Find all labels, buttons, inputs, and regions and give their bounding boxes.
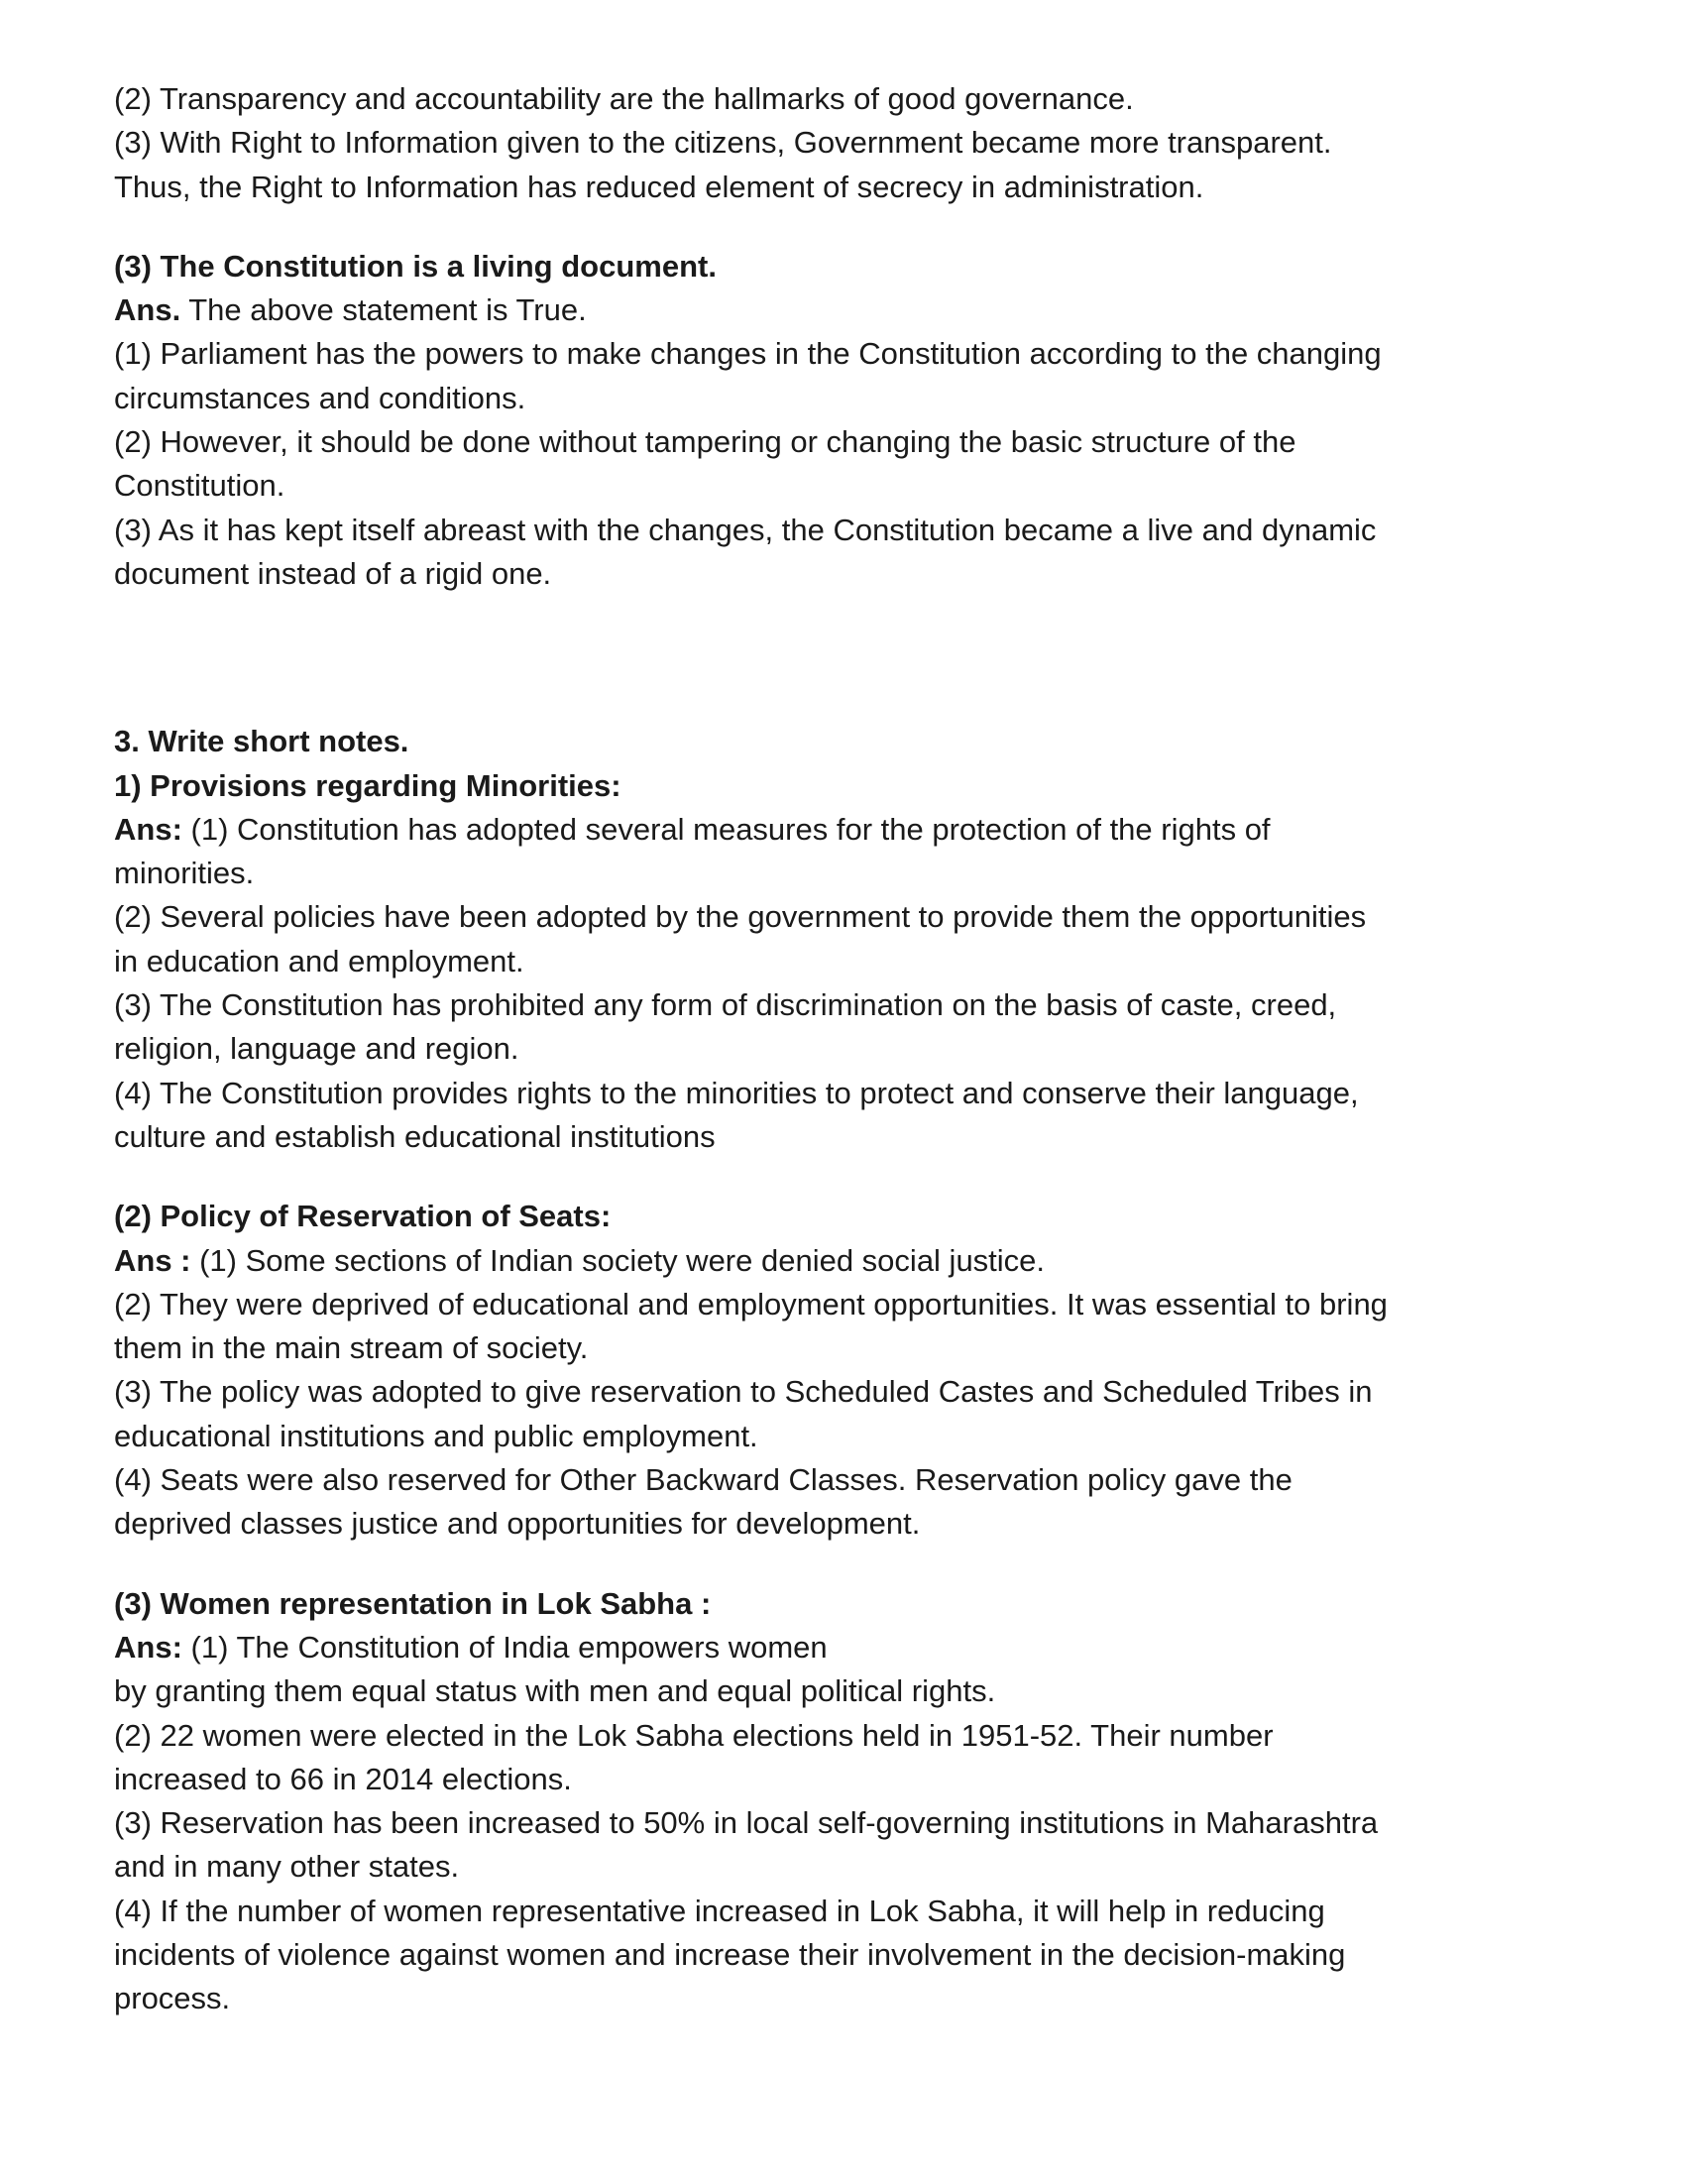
note3-line: (3) Reservation has been increased to 50% in local self-governing institutions in Maharashtra	[114, 1805, 1379, 1841]
living-document-line: (2) However, it should be done without tampering or changing the basic structure of the	[114, 424, 1296, 460]
intro-line: (2) Transparency and accountability are the hallmarks of good governance.	[114, 81, 1134, 116]
intro-line: (3) With Right to Information given to the citizens, Government became more transparent.	[114, 125, 1332, 161]
ans-label: Ans:	[114, 1629, 182, 1665]
ans-text: (1) The Constitution of India empowers women	[181, 1629, 828, 1665]
note3-line: process.	[114, 1981, 231, 2016]
intro-line: Thus, the Right to Information has reduced element of secrecy in administration.	[114, 169, 1204, 204]
short-notes-block	[114, 720, 1601, 1159]
ans-label: Ans :	[114, 1242, 191, 1278]
note1-line: culture and establish educational institutions	[114, 1118, 716, 1154]
ans-label: Ans:	[114, 811, 182, 847]
note1-line: minorities.	[114, 856, 255, 891]
note2-line: them in the main stream of society.	[114, 1330, 589, 1366]
ans-text: (1) Constitution has adopted several measures for the protection of the rights of	[181, 811, 1271, 847]
note2-line: (2) They were deprived of educational and employment opportunities. It was essential to bring	[114, 1286, 1388, 1322]
note2-line: deprived classes justice and opportunities for development.	[114, 1506, 921, 1542]
note2-heading: (2) Policy of Reservation of Seats:	[114, 1199, 612, 1234]
note3-line: and in many other states.	[114, 1849, 460, 1885]
note3-line: increased to 66 in 2014 elections.	[114, 1761, 572, 1796]
note2-line: (4) Seats were also reserved for Other Backward Classes. Reservation policy gave the	[114, 1462, 1293, 1498]
note1-heading: 1) Provisions regarding Minorities:	[114, 767, 621, 803]
note3-line: incidents of violence against women and increase their involvement in the decision-making	[114, 1936, 1346, 1972]
document-page	[114, 77, 1601, 2021]
note3-block	[114, 1582, 1601, 2021]
living-document-line: (3) As it has kept itself abreast with the changes, the Constitution became a live and dynamic	[114, 512, 1377, 547]
note1-line: in education and employment.	[114, 943, 524, 978]
living-document-line: document instead of a rigid one.	[114, 555, 552, 591]
living-document-heading: (3) The Constitution is a living document.	[114, 248, 717, 284]
note3-line: (2) 22 women were elected in the Lok Sabha elections held in 1951-52. Their number	[114, 1717, 1274, 1753]
note1-line: (4) The Constitution provides rights to the minorities to protect and conserve their language,	[114, 1075, 1359, 1110]
note1-answer	[114, 808, 1601, 852]
note3-heading: (3) Women representation in Lok Sabha :	[114, 1585, 712, 1621]
living-document-answer	[114, 288, 1601, 332]
ans-text: The above statement is True.	[180, 292, 587, 328]
note2-line: educational institutions and public employment.	[114, 1418, 758, 1453]
ans-label: Ans.	[114, 292, 181, 328]
note3-line: (4) If the number of women representative increased in Lok Sabha, it will help in reducing	[114, 1893, 1325, 1928]
note1-line: religion, language and region.	[114, 1031, 519, 1067]
section-heading: 3. Write short notes.	[114, 724, 409, 759]
ans-text: (1) Some sections of Indian society were denied social justice.	[190, 1242, 1046, 1278]
note2-answer	[114, 1239, 1601, 1283]
note3-answer	[114, 1626, 1601, 1669]
note2-line: (3) The policy was adopted to give reservation to Scheduled Castes and Scheduled Tribes in	[114, 1374, 1373, 1410]
intro-block	[114, 77, 1601, 209]
note2-block	[114, 1195, 1601, 1546]
note3-line: by granting them equal status with men and equal political rights.	[114, 1673, 996, 1709]
note1-line: (2) Several policies have been adopted by the government to provide them the opportunities	[114, 899, 1367, 935]
living-document-line: (1) Parliament has the powers to make changes in the Constitution according to the changing	[114, 336, 1382, 372]
note1-line: (3) The Constitution has prohibited any form of discrimination on the basis of caste, creed,	[114, 987, 1337, 1023]
living-document-block	[114, 245, 1601, 596]
living-document-line: Constitution.	[114, 468, 285, 504]
living-document-line: circumstances and conditions.	[114, 380, 526, 415]
